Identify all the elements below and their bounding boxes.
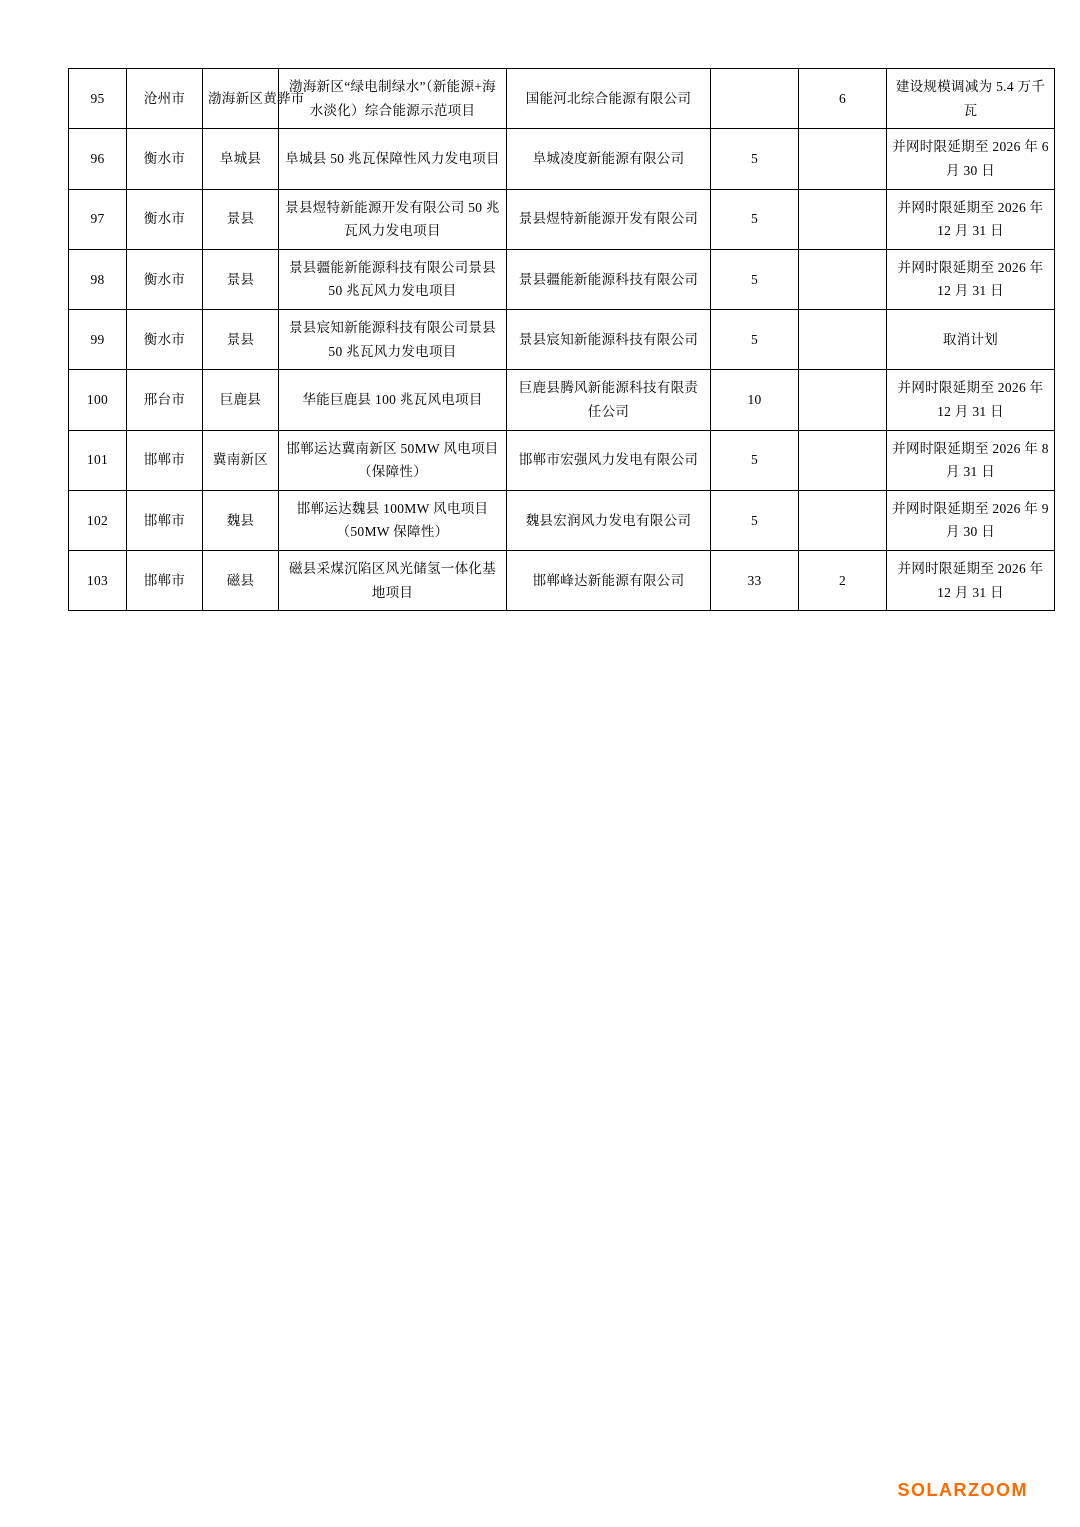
cell-city: 衡水市	[127, 310, 203, 370]
cell-county: 景县	[203, 249, 279, 309]
cell-remark: 并网时限延期至 2026 年 12 月 31 日	[887, 189, 1055, 249]
cell-remark: 并网时限延期至 2026 年 6 月 30 日	[887, 129, 1055, 189]
cell-project: 邯郸运达魏县 100MW 风电项目（50MW 保障性）	[279, 490, 507, 550]
cell-remark: 建设规模调减为 5.4 万千瓦	[887, 69, 1055, 129]
cell-county: 景县	[203, 310, 279, 370]
cell-company: 邯郸市宏强风力发电有限公司	[507, 430, 711, 490]
cell-capacity-2	[799, 189, 887, 249]
cell-city: 邢台市	[127, 370, 203, 430]
table-row	[69, 129, 1055, 189]
watermark-solarzoom: SOLARZOOM	[897, 1480, 1028, 1500]
cell-no: 99	[69, 310, 127, 370]
cell-remark: 并网时限延期至 2026 年 12 月 31 日	[887, 249, 1055, 309]
cell-capacity-2: 2	[799, 551, 887, 611]
cell-capacity-1	[711, 69, 799, 129]
cell-capacity-2	[799, 310, 887, 370]
cell-county: 磁县	[203, 551, 279, 611]
cell-remark: 并网时限延期至 2026 年 8 月 31 日	[887, 430, 1055, 490]
table-row	[69, 310, 1055, 370]
cell-project: 景县宸知新能源科技有限公司景县 50 兆瓦风力发电项目	[279, 310, 507, 370]
cell-project: 磁县采煤沉陷区风光储氢一体化基地项目	[279, 551, 507, 611]
table-row	[69, 490, 1055, 550]
cell-city: 衡水市	[127, 129, 203, 189]
cell-company: 阜城凌度新能源有限公司	[507, 129, 711, 189]
cell-city: 邯郸市	[127, 490, 203, 550]
cell-county: 渤海新区黄骅市	[203, 69, 279, 129]
cell-capacity-1: 10	[711, 370, 799, 430]
project-table	[68, 68, 1055, 611]
cell-company: 邯郸峰达新能源有限公司	[507, 551, 711, 611]
cell-county: 景县	[203, 189, 279, 249]
cell-remark: 并网时限延期至 2026 年 12 月 31 日	[887, 370, 1055, 430]
cell-project: 华能巨鹿县 100 兆瓦风电项目	[279, 370, 507, 430]
cell-company: 国能河北综合能源有限公司	[507, 69, 711, 129]
cell-no: 102	[69, 490, 127, 550]
cell-county: 魏县	[203, 490, 279, 550]
cell-capacity-1: 5	[711, 129, 799, 189]
cell-no: 98	[69, 249, 127, 309]
cell-no: 95	[69, 69, 127, 129]
cell-company: 巨鹿县腾风新能源科技有限责任公司	[507, 370, 711, 430]
cell-capacity-1: 5	[711, 310, 799, 370]
cell-remark: 取消计划	[887, 310, 1055, 370]
cell-capacity-2: 6	[799, 69, 887, 129]
cell-capacity-2	[799, 370, 887, 430]
cell-company: 景县煜特新能源开发有限公司	[507, 189, 711, 249]
cell-project: 邯郸运达冀南新区 50MW 风电项目（保障性）	[279, 430, 507, 490]
cell-company: 魏县宏润风力发电有限公司	[507, 490, 711, 550]
cell-city: 衡水市	[127, 189, 203, 249]
table-row	[69, 69, 1055, 129]
table-row	[69, 551, 1055, 611]
cell-county: 巨鹿县	[203, 370, 279, 430]
cell-capacity-1: 5	[711, 490, 799, 550]
cell-capacity-1: 5	[711, 430, 799, 490]
cell-no: 100	[69, 370, 127, 430]
cell-city: 邯郸市	[127, 551, 203, 611]
cell-no: 101	[69, 430, 127, 490]
cell-capacity-1: 5	[711, 189, 799, 249]
project-table-container	[68, 68, 1049, 611]
cell-capacity-2	[799, 249, 887, 309]
cell-county: 阜城县	[203, 129, 279, 189]
table-row	[69, 189, 1055, 249]
cell-capacity-2	[799, 490, 887, 550]
cell-capacity-1: 33	[711, 551, 799, 611]
cell-city: 沧州市	[127, 69, 203, 129]
cell-company: 景县疆能新能源科技有限公司	[507, 249, 711, 309]
table-row	[69, 430, 1055, 490]
cell-project: 渤海新区“绿电制绿水”（新能源+海水淡化）综合能源示范项目	[279, 69, 507, 129]
cell-project: 阜城县 50 兆瓦保障性风力发电项目	[279, 129, 507, 189]
cell-county: 冀南新区	[203, 430, 279, 490]
cell-remark: 并网时限延期至 2026 年 12 月 31 日	[887, 551, 1055, 611]
cell-remark: 并网时限延期至 2026 年 9 月 30 日	[887, 490, 1055, 550]
cell-capacity-1: 5	[711, 249, 799, 309]
table-row	[69, 249, 1055, 309]
cell-capacity-2	[799, 129, 887, 189]
cell-capacity-2	[799, 430, 887, 490]
cell-project: 景县疆能新能源科技有限公司景县 50 兆瓦风力发电项目	[279, 249, 507, 309]
project-table-body	[69, 69, 1055, 611]
cell-project: 景县煜特新能源开发有限公司 50 兆瓦风力发电项目	[279, 189, 507, 249]
cell-no: 96	[69, 129, 127, 189]
cell-company: 景县宸知新能源科技有限公司	[507, 310, 711, 370]
cell-no: 97	[69, 189, 127, 249]
cell-city: 邯郸市	[127, 430, 203, 490]
cell-no: 103	[69, 551, 127, 611]
table-row	[69, 370, 1055, 430]
cell-city: 衡水市	[127, 249, 203, 309]
